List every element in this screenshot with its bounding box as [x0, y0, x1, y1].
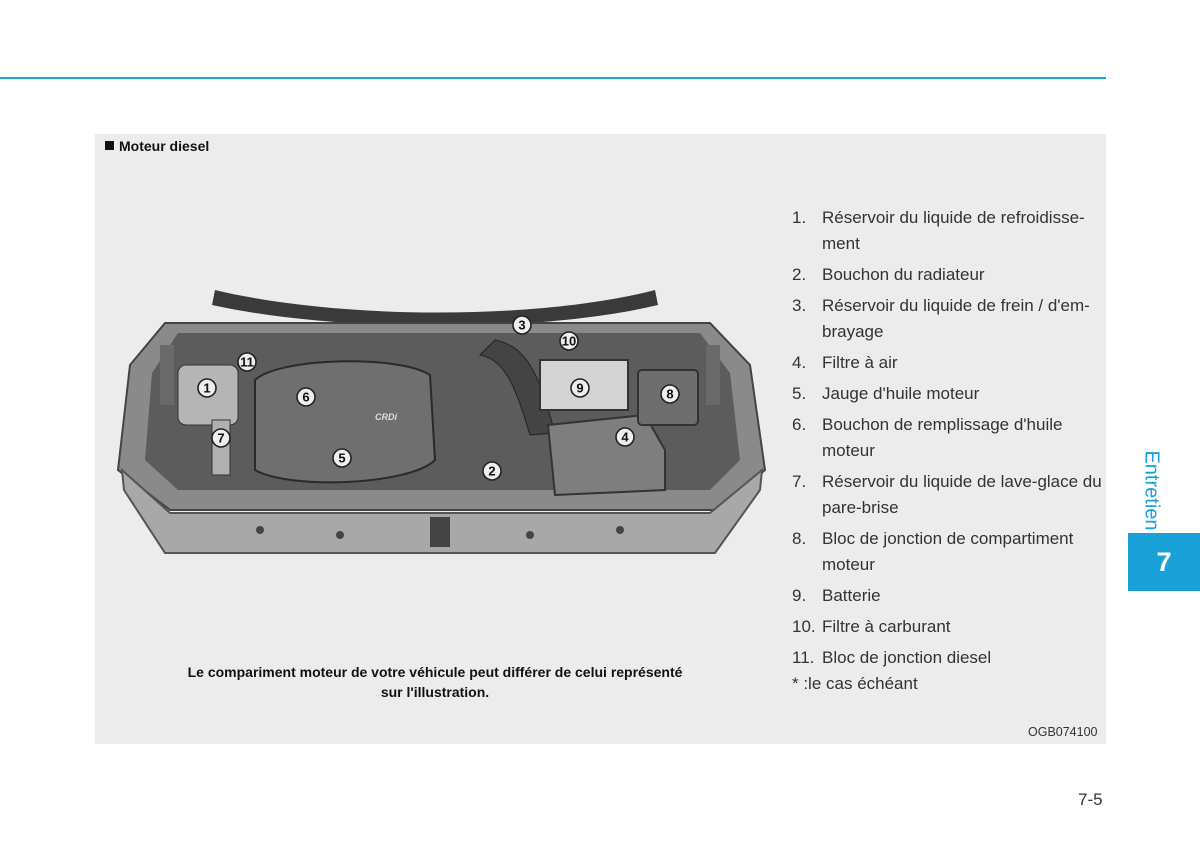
list-item: 1. Réservoir du liquide de refroidisse-ment — [792, 208, 1085, 253]
list-item: 10. Filtre à carburant — [792, 617, 951, 636]
chapter-title: Entretien — [1140, 449, 1163, 531]
list-item: 8. Bloc de jonction de compartiment moteur — [792, 529, 1074, 574]
callout-7 — [212, 429, 230, 447]
list-item: 9. Batterie — [792, 586, 881, 605]
callout-3 — [513, 316, 531, 334]
parts-list — [792, 205, 1110, 676]
list-item: 7. Réservoir du liquide de lave-glace du pare-brise — [792, 472, 1102, 517]
section-title-text: Moteur diesel — [119, 138, 210, 154]
callout-8 — [661, 385, 679, 403]
svg-text:3: 3 — [518, 317, 526, 333]
engine-logo-text: CRDi — [375, 412, 397, 422]
figure-code: OGB074100 — [1028, 725, 1098, 739]
callout-6 — [297, 388, 315, 406]
svg-text:5: 5 — [338, 450, 346, 466]
list-item: 4. Filtre à air — [792, 353, 898, 372]
callout-10 — [560, 332, 578, 350]
callout-4 — [616, 428, 634, 446]
svg-text:4: 4 — [621, 429, 629, 445]
list-item: 5. Jauge d'huile moteur — [792, 384, 980, 403]
callout-11 — [238, 353, 256, 371]
list-item: 3. Réservoir du liquide de frein / d'em-brayage — [792, 296, 1090, 341]
svg-text:6: 6 — [302, 389, 310, 405]
svg-text:10: 10 — [561, 333, 577, 349]
footnote: * :le cas échéant — [792, 674, 918, 693]
callout-9 — [571, 379, 589, 397]
section-title — [105, 138, 209, 154]
callout-2 — [483, 462, 501, 480]
svg-text:9: 9 — [576, 380, 584, 396]
svg-text:8: 8 — [666, 386, 674, 402]
chapter-tab[interactable]: 7 — [1128, 533, 1200, 591]
list-item: 2. Bouchon du radiateur — [792, 265, 985, 284]
figure-caption: Le compariment moteur de votre véhicule peut différer de celui représenté sur l'illustration. — [187, 664, 683, 700]
svg-text:1: 1 — [203, 380, 211, 396]
list-item: 11. Bloc de jonction diesel — [792, 648, 992, 667]
svg-text:7: 7 — [217, 430, 225, 446]
svg-text:11: 11 — [240, 354, 254, 370]
list-item: 6. Bouchon de remplissage d'huile moteur — [792, 415, 1063, 460]
svg-text:2: 2 — [488, 463, 496, 479]
header-rule — [0, 77, 1106, 79]
callout-5 — [333, 449, 351, 467]
engine-bay-illustration — [110, 285, 770, 560]
square-bullet-icon — [105, 141, 114, 150]
callout-1 — [198, 379, 216, 397]
page-number: 7-5 — [1078, 790, 1103, 809]
